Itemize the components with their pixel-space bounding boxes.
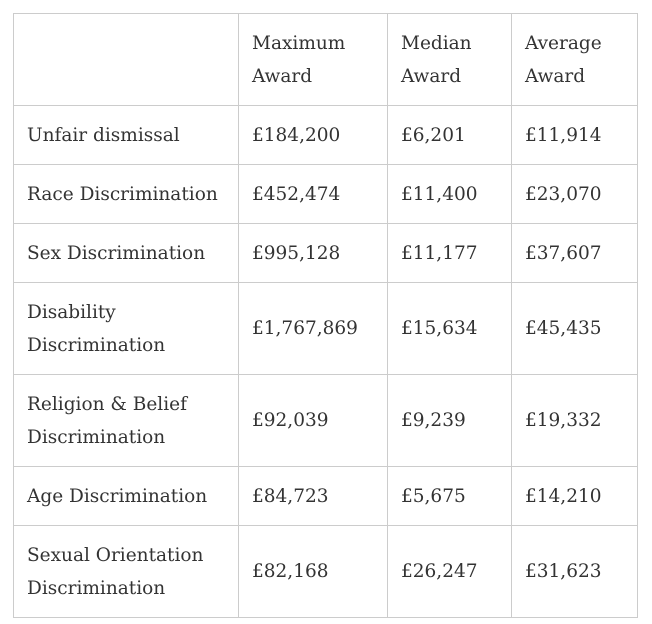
category-cell: Sex Discrimination (14, 224, 239, 283)
category-cell: Unfair dismissal (14, 106, 239, 165)
table-row (14, 224, 638, 283)
category-cell: Disability Discrimination (14, 283, 239, 375)
header-cell-category (14, 14, 239, 106)
average-award-cell: £45,435 (512, 283, 638, 375)
average-award-cell: £37,607 (512, 224, 638, 283)
median-award-cell: £11,400 (388, 165, 512, 224)
maximum-award-cell: £184,200 (239, 106, 388, 165)
table-row (14, 526, 638, 618)
average-award-cell: £11,914 (512, 106, 638, 165)
median-award-cell: £11,177 (388, 224, 512, 283)
table-row (14, 106, 638, 165)
header-cell-median: Median Award (388, 14, 512, 106)
category-cell: Age Discrimination (14, 467, 239, 526)
maximum-award-cell: £84,723 (239, 467, 388, 526)
maximum-award-cell: £92,039 (239, 375, 388, 467)
header-cell-average: Average Award (512, 14, 638, 106)
median-award-cell: £9,239 (388, 375, 512, 467)
table-row (14, 375, 638, 467)
average-award-cell: £23,070 (512, 165, 638, 224)
median-award-cell: £6,201 (388, 106, 512, 165)
category-cell: Sexual Orientation Discrimination (14, 526, 239, 618)
average-award-cell: £19,332 (512, 375, 638, 467)
header-cell-maximum: Maximum Award (239, 14, 388, 106)
category-cell: Race Discrimination (14, 165, 239, 224)
median-award-cell: £15,634 (388, 283, 512, 375)
header-row (14, 14, 638, 106)
awards-table (13, 13, 638, 618)
maximum-award-cell: £995,128 (239, 224, 388, 283)
category-cell: Religion & Belief Discrimination (14, 375, 239, 467)
table-row (14, 283, 638, 375)
median-award-cell: £5,675 (388, 467, 512, 526)
table-row (14, 165, 638, 224)
average-award-cell: £31,623 (512, 526, 638, 618)
median-award-cell: £26,247 (388, 526, 512, 618)
maximum-award-cell: £452,474 (239, 165, 388, 224)
table-row (14, 467, 638, 526)
maximum-award-cell: £1,767,869 (239, 283, 388, 375)
maximum-award-cell: £82,168 (239, 526, 388, 618)
average-award-cell: £14,210 (512, 467, 638, 526)
